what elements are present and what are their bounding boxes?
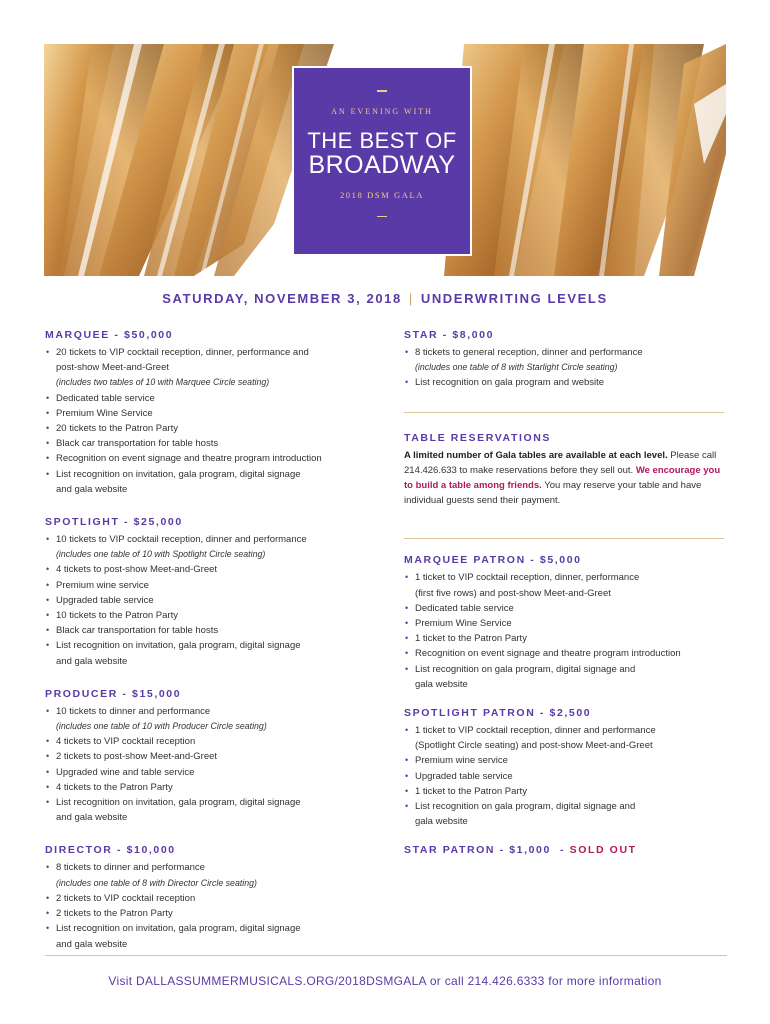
benefit-item: • List recognition on invitation, gala program, digital signage xyxy=(45,467,365,482)
table-reservations xyxy=(404,431,730,509)
benefit-item: • Black car transportation for table hosts xyxy=(45,436,365,451)
level-marquee-patron xyxy=(404,553,730,692)
level-spotlight-patron xyxy=(404,706,730,829)
benefit-item: • List recognition on gala program and website xyxy=(404,375,730,390)
benefit-item: • List recognition on invitation, gala program, digital signage xyxy=(45,638,365,653)
benefit-item: • 8 tickets to dinner and performance xyxy=(45,860,365,875)
benefit-item: (Spotlight Circle seating) and post-show Meet-and-Greet xyxy=(415,740,653,752)
benefit-item: • 10 tickets to dinner and performance xyxy=(45,704,365,719)
benefit-item: • Premium wine service xyxy=(404,753,730,768)
event-title-box xyxy=(292,66,472,256)
benefit-item: • Black car transportation for table hosts xyxy=(45,623,365,638)
level-director xyxy=(45,843,365,951)
benefit-item: • List recognition on gala program, digital signage and xyxy=(404,799,730,814)
reservations-text xyxy=(404,448,730,509)
benefit-item: • 20 tickets to VIP cocktail reception, dinner, performance and xyxy=(45,345,365,360)
benefit-note: (includes one table of 10 with Producer Circle seating) xyxy=(56,721,267,732)
event-title-line2: BROADWAY xyxy=(308,150,456,179)
benefit-item: • List recognition on gala program, digital signage and xyxy=(404,662,730,677)
benefit-item: and gala website xyxy=(56,655,128,667)
benefit-item: • Dedicated table service xyxy=(45,391,365,406)
star-patron-title: STAR PATRON - $1,000 - xyxy=(404,844,570,857)
benefit-item: • Premium Wine Service xyxy=(404,616,730,631)
benefit-item: and gala website xyxy=(56,483,128,495)
benefit-item: • Upgraded table service xyxy=(45,593,365,608)
benefit-item: • List recognition on invitation, gala program, digital signage xyxy=(45,921,365,936)
benefit-item: • Recognition on event signage and theatre program introduction xyxy=(45,451,365,466)
title-dash-top xyxy=(377,90,387,92)
benefit-item: • 4 tickets to the Patron Party xyxy=(45,780,365,795)
benefit-item: • 8 tickets to general reception, dinner and performance xyxy=(404,345,730,360)
benefit-item: • 1 ticket to VIP cocktail reception, dinner, performance xyxy=(404,570,730,585)
level-marquee xyxy=(45,328,365,497)
level-title: DIRECTOR - $10,000 xyxy=(45,844,176,857)
benefit-item: • 1 ticket to the Patron Party xyxy=(404,784,730,799)
level-producer xyxy=(45,687,365,826)
benefit-note: (includes one table of 8 with Starlight Circle seating) xyxy=(415,362,618,373)
sold-out-badge: SOLD OUT xyxy=(569,844,637,857)
event-eyebrow: AN EVENING WITH xyxy=(331,106,433,116)
event-subtitle: 2018 DSM GALA xyxy=(339,189,425,200)
right-column xyxy=(404,328,730,860)
headline-label: UNDERWRITING LEVELS xyxy=(420,291,608,306)
level-title: SPOTLIGHT - $25,000 xyxy=(45,516,183,529)
level-title xyxy=(404,843,730,857)
left-column xyxy=(45,328,365,952)
benefit-list xyxy=(404,723,730,829)
benefit-note: (includes one table of 8 with Director Circle seating) xyxy=(56,877,257,888)
event-title-line1: THE BEST OF xyxy=(307,127,457,153)
benefit-list xyxy=(45,532,365,669)
level-spotlight xyxy=(45,515,365,669)
benefit-item: • 2 tickets to the Patron Party xyxy=(45,906,365,921)
level-title: MARQUEE PATRON - $5,000 xyxy=(404,554,582,567)
level-title: PRODUCER - $15,000 xyxy=(45,687,182,700)
benefit-list xyxy=(45,345,365,497)
benefit-item: • 1 ticket to VIP cocktail reception, dinner and performance xyxy=(404,723,730,738)
section-divider xyxy=(404,538,724,539)
benefit-item: and gala website xyxy=(56,812,128,824)
benefit-list xyxy=(45,860,365,951)
page-headline xyxy=(0,291,770,306)
benefit-item: • 4 tickets to post-show Meet-and-Greet xyxy=(45,562,365,577)
benefit-list xyxy=(404,570,730,692)
benefit-item: • 2 tickets to post-show Meet-and-Greet xyxy=(45,749,365,764)
benefit-item: • Premium Wine Service xyxy=(45,406,365,421)
footer-info: Visit DALLASSUMMERMUSICALS.ORG/2018DSMGALA or call 214.426.6333 for more information xyxy=(108,974,662,988)
benefit-note: (includes two tables of 10 with Marquee Circle seating) xyxy=(56,377,270,388)
benefit-list xyxy=(45,704,365,826)
reservations-call: Please call 214.426.633 to make reservations before they sell out. xyxy=(404,449,717,476)
benefit-item: • 4 tickets to VIP cocktail reception xyxy=(45,734,365,749)
level-star xyxy=(404,328,730,391)
title-dash-bottom xyxy=(377,216,387,218)
section-divider xyxy=(404,412,724,413)
benefit-item: • Dedicated table service xyxy=(404,601,730,616)
level-title: SPOTLIGHT PATRON - $2,500 xyxy=(404,707,592,720)
reservations-title: TABLE RESERVATIONS xyxy=(404,431,552,444)
benefit-item: • 2 tickets to VIP cocktail reception xyxy=(45,891,365,906)
benefit-item: • Upgraded wine and table service xyxy=(45,765,365,780)
benefit-item: • Premium wine service xyxy=(45,578,365,593)
benefit-item: • 10 tickets to VIP cocktail reception, dinner and performance xyxy=(45,532,365,547)
benefit-item: • List recognition on invitation, gala program, digital signage xyxy=(45,795,365,810)
event-date: SATURDAY, NOVEMBER 3, 2018 xyxy=(162,291,402,306)
benefit-item: • 10 tickets to the Patron Party xyxy=(45,608,365,623)
benefit-item: post-show Meet-and-Greet xyxy=(56,362,169,374)
footer-divider xyxy=(45,955,727,956)
benefit-list xyxy=(404,345,730,391)
benefit-item: gala website xyxy=(415,678,468,690)
headline-separator: | xyxy=(408,291,414,306)
benefit-item: • 1 ticket to the Patron Party xyxy=(404,631,730,646)
level-title: STAR - $8,000 xyxy=(404,329,495,341)
level-star-patron xyxy=(404,843,730,857)
benefit-item: • 20 tickets to the Patron Party xyxy=(45,421,365,436)
benefit-item: (first five rows) and post-show Meet-and-Greet xyxy=(415,587,611,599)
benefit-item: gala website xyxy=(415,816,468,828)
benefit-item: and gala website xyxy=(56,938,128,950)
level-title: MARQUEE - $50,000 xyxy=(45,329,174,341)
benefit-item: • Recognition on event signage and theatre program introduction xyxy=(404,646,730,661)
benefit-note: (includes one table of 10 with Spotlight Circle seating) xyxy=(56,549,266,560)
reservations-note: You may reserve your table and have individual guests send their payment. xyxy=(404,480,702,507)
reservations-bold: A limited number of Gala tables are available at each level. xyxy=(404,449,668,461)
reservations-highlight: We encourage you to build a table among friends. xyxy=(404,464,721,492)
benefit-item: • Upgraded table service xyxy=(404,769,730,784)
